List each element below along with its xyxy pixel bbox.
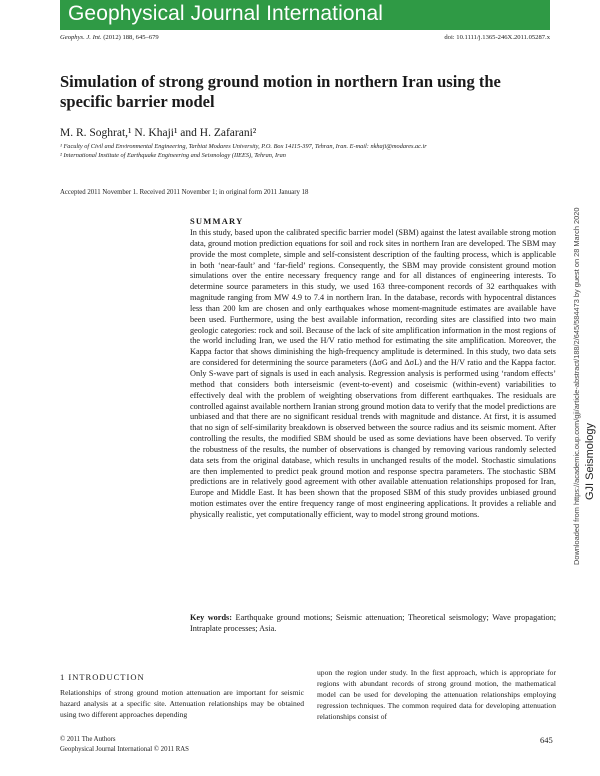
download-note[interactable]: Downloaded from https://academic.oup.com/gji/article-abstract/188/2/645/584473 by guest on 28 March 2020 <box>572 207 581 565</box>
accepted-dates: Accepted 2011 November 1. Received 2011 November 1; in original form 2011 January 18 <box>60 189 309 196</box>
summary-heading: SUMMARY <box>190 216 244 226</box>
citation-year-pages: (2012) 188, 645–679 <box>101 34 159 41</box>
journal-banner-title: Geophysical Journal International <box>68 2 383 25</box>
affiliation-1: ¹ Faculty of Civil and Environmental Engineering, Tarbiat Modares University, P.O. Box 14115-397, Tehran, Iran. E-mail: nkhaji@modares.ac.ir <box>60 143 427 150</box>
intro-right-column: upon the region under study. In the first approach, which is appropriate for regions with abundant records of strong ground motion, the mathematical model can be used for developing the attenuation relationships employing regression techniques. The common required data for developing attenuation relationships consist of <box>317 668 556 721</box>
citation-line <box>60 34 159 41</box>
affiliation-2: ² International Institute of Earthquake Engineering and Seismology (IIEES), Tehran, Iran <box>60 152 286 159</box>
keywords-block <box>190 612 556 634</box>
article-title: Simulation of strong ground motion in northern Iran using the specific barrier model <box>60 72 501 111</box>
section-tag: GJI Seismology <box>584 422 596 500</box>
page-number: 645 <box>540 735 553 745</box>
journal-abbrev: Geophys. J. Int. <box>60 34 102 41</box>
keywords-text: Earthquake ground motions; Seismic attenuation; Theoretical seismology; Wave propagation; Intraplate processes; Asia. <box>190 613 556 633</box>
section-heading-introduction: 1 INTRODUCTION <box>60 672 145 682</box>
intro-left-column: Relationships of strong ground motion attenuation are important for seismic hazard analysis at a specific site. Attenuation relationships may be obtained using two different approaches depending <box>60 688 304 719</box>
doi-link[interactable]: doi: 10.1111/j.1365-246X.2011.05287.x <box>444 34 550 41</box>
author-list: M. R. Soghrat,¹ N. Khaji¹ and H. Zafarani² <box>60 127 257 139</box>
keywords-label: Key words: <box>190 613 233 622</box>
copyright-journal: Geophysical Journal International © 2011 RAS <box>60 746 189 753</box>
copyright-authors: © 2011 The Authors <box>60 736 116 743</box>
summary-text: In this study, based upon the calibrated specific barrier model (SBM) against the latest available strong motion data, ground motion prediction equations for soil and rock sites in northern Iran are developed. The SBM may provide the most complete, simple and self-consistent description of the faulting process, which is applicable in both ‘near-fault’ and ‘far-field’ regions. Consequently, the SBM may provide consistent ground motion simulations over the entire necessary frequency range and for all distances of engineering interests. To determine source parameters in this study, we used 163 three-component records of 32 earthquakes with magnitude ranging from MW 4.9 to 7.4 in northern Iran. In the database, records with hypocentral distances less than 200 km are chosen and only earthquakes whose moment-magnitude estimates are available have been used. Furthermore, using the best available information, recording sites are classified into two main geologic categories: rock and soil. Because of the lack of site amplification information in the most regions of the world including Iran, we used the H/V ratio method for estimating the site amplification. Moreover, the Kappa factor that shows diminishing the high-frequency amplitude is determined. In this study, two data sets are considered for determining the source parameters (ΔσG and ΔσL) and the H/V ratio and the Kappa factor. Only S-wave part of signals is used in each analysis. Regression analysis is performed using ‘random effects’ method that considers both interseismic (event-to-event) and coseismic (within-event) variabilities to effectively deal with the problem of weighting observations from different earthquakes. The residuals are controlled against available northern Iranian strong ground motion data to verify that the model predictions are unbiased and that there are no significant residual trends with magnitude and distance. At first, it is assumed that no sign of self-similarity breakdown is observed between the source radius and its seismic moment. After controlling the results, the modified SBM should be used as some deviations have been observed. To verify the robustness of the results, the number of observations is changed by removing various randomly selected data sets from the original database, which results in unchanged results of the model. Stochastic simulations are then implemented to predict peak ground motion and response spectra parameters. The stochastic SBM predictions are in relatively good agreement with other available attenuation relationships proposed for Iran, Europe and Middle East. It has been shown that the proposed SBM of this study provides unbiased ground motion estimates over the entire frequency range of most engineering applications. It provides a reliable and physically realistic, yet computationally efficient, way to model strong ground motions. <box>190 228 556 519</box>
